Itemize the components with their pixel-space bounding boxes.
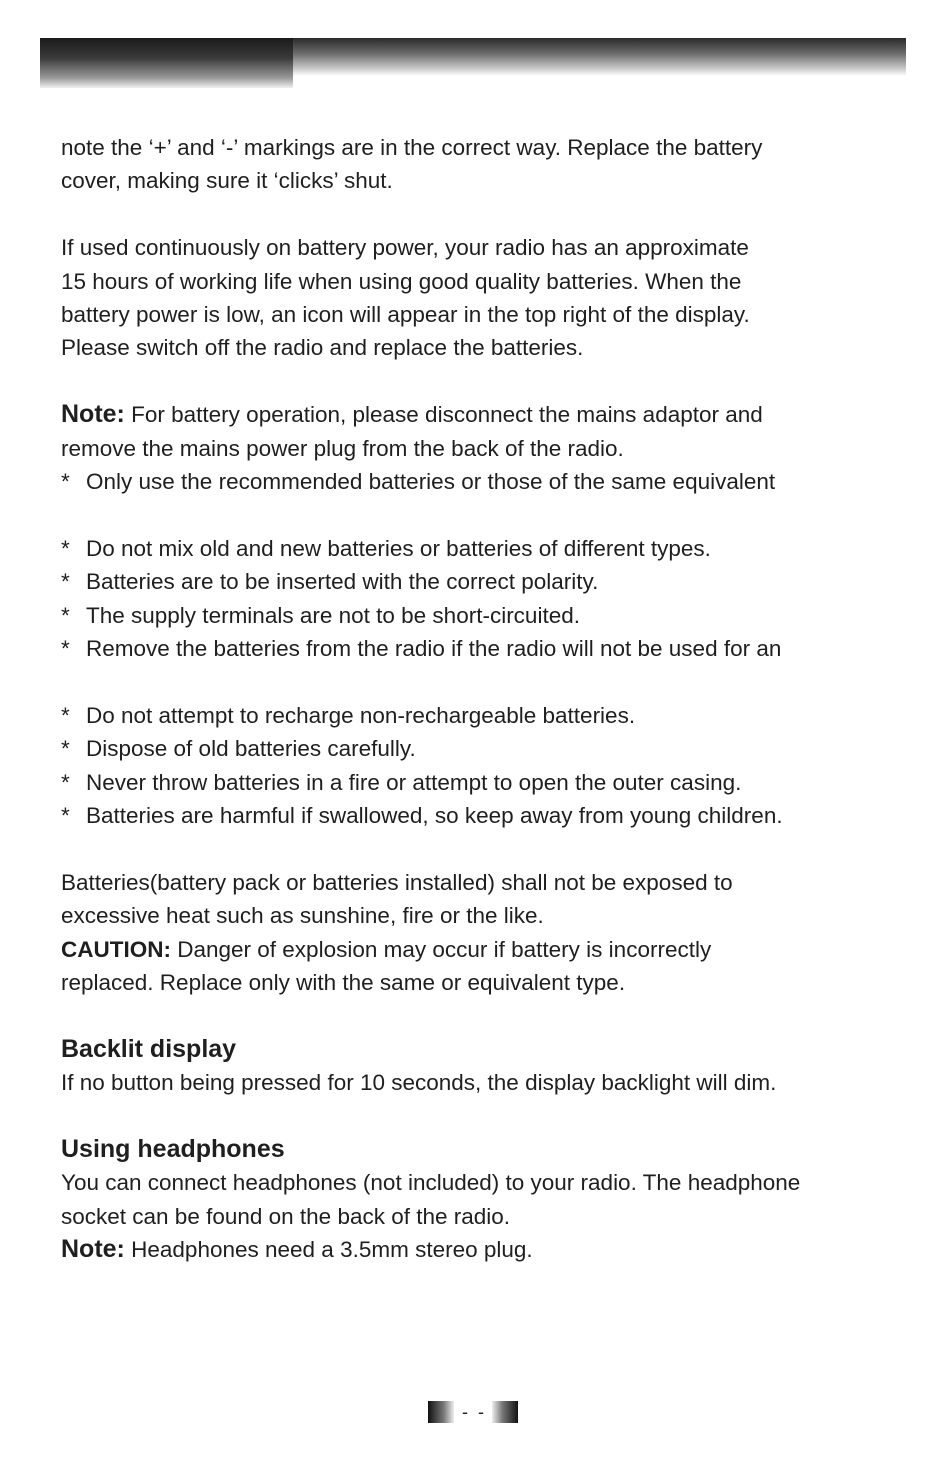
page-number: - - [457, 1401, 489, 1422]
caution-label: CAUTION: [61, 936, 171, 962]
header-dark-block [40, 38, 293, 88]
note-label: Note: [61, 1235, 125, 1264]
paragraph-line: Batteries(battery pack or batteries installed) shall not be exposed to [61, 869, 733, 895]
list-item [61, 599, 901, 632]
page-content [61, 131, 901, 1267]
backlit-text: If no button being pressed for 10 seconds, the display backlight will dim. [61, 1070, 777, 1096]
list-item [61, 732, 901, 765]
list-item-text: Do not attempt to recharge non-rechargeable batteries. [86, 702, 636, 728]
caution-text: Danger of explosion may occur if battery is incorrectly [170, 936, 712, 962]
footer-left-block [428, 1401, 454, 1423]
note-label: Note: [61, 400, 125, 429]
bullet-marker: * [61, 569, 70, 595]
list-item-text: Never throw batteries in a fire or attempt to open the outer casing. [86, 769, 742, 795]
paragraph-line: Please switch off the radio and replace the batteries. [61, 335, 584, 361]
note-text: Headphones need a 3.5mm stereo plug. [124, 1237, 533, 1263]
list-item [61, 632, 901, 665]
list-item-text: Only use the recommended batteries or those of the same equivalent [86, 469, 776, 495]
list-item [61, 799, 901, 832]
list-item-text: Batteries are harmful if swallowed, so keep away from young children. [86, 803, 783, 829]
paragraph-line: If used continuously on battery power, your radio has an approximate [61, 235, 749, 261]
page-header-bar [40, 38, 906, 88]
list-item [61, 532, 901, 565]
paragraph-line: excessive heat such as sunshine, fire or the like. [61, 903, 544, 929]
backlit-heading: Backlit display [61, 1034, 237, 1063]
list-item [61, 465, 901, 498]
list-item [61, 699, 901, 732]
paragraph-line: socket can be found on the back of the radio. [61, 1203, 511, 1229]
list-item [61, 565, 901, 598]
paragraph-line: You can connect headphones (not included) to your radio. The headphone [61, 1170, 801, 1196]
caution-line [61, 933, 901, 966]
battery-note [61, 398, 901, 431]
headphones-note [61, 1233, 901, 1266]
bullet-marker: * [61, 702, 70, 728]
paragraph-line: cover, making sure it ‘clicks’ shut. [61, 168, 393, 194]
page-number-footer [428, 1400, 518, 1424]
footer-right-block [492, 1401, 518, 1423]
bullet-marker: * [61, 469, 70, 495]
list-item-text: The supply terminals are not to be short-circuited. [86, 602, 580, 628]
list-item-text: Dispose of old batteries carefully. [86, 736, 416, 762]
paragraph-line: note the ‘+’ and ‘-’ markings are in the correct way. Replace the battery [61, 135, 763, 160]
list-item-text: Batteries are to be inserted with the correct polarity. [86, 569, 599, 595]
paragraph-line: remove the mains power plug from the back of the radio. [61, 435, 624, 461]
bullet-marker: * [61, 636, 70, 662]
headphones-heading: Using headphones [61, 1135, 285, 1164]
note-text: For battery operation, please disconnect the mains adaptor and [124, 402, 763, 428]
list-item-text: Do not mix old and new batteries or batteries of different types. [86, 535, 711, 561]
bullet-marker: * [61, 535, 70, 561]
header-gradient-band [293, 38, 906, 76]
bullet-marker: * [61, 803, 70, 829]
bullet-marker: * [61, 736, 70, 762]
list-item [61, 766, 901, 799]
paragraph-line: 15 hours of working life when using good quality batteries. When the [61, 268, 742, 294]
list-item-text: Remove the batteries from the radio if the radio will not be used for an [86, 636, 782, 662]
bullet-marker: * [61, 769, 70, 795]
paragraph-line: replaced. Replace only with the same or equivalent type. [61, 970, 626, 996]
paragraph-line: battery power is low, an icon will appear in the top right of the display. [61, 302, 750, 328]
bullet-marker: * [61, 602, 70, 628]
